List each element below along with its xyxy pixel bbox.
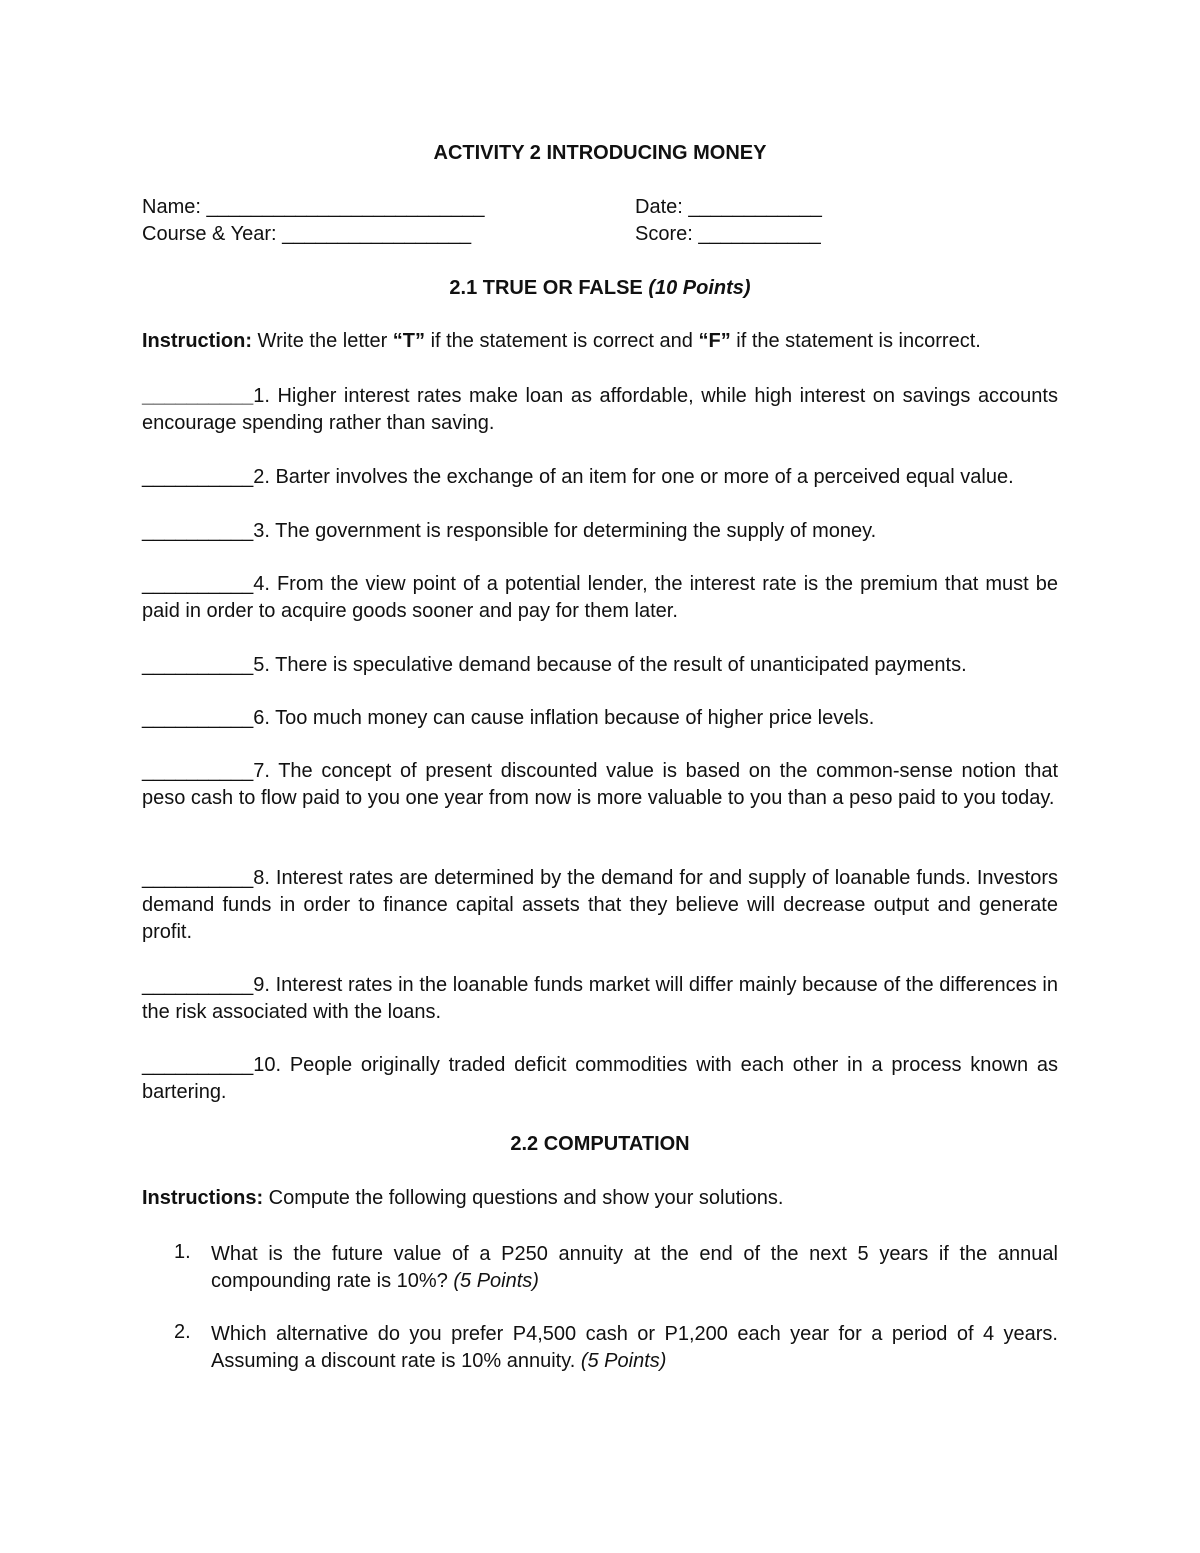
section-2-instruction (142, 1187, 783, 1210)
instructions-label: Instructions: (142, 1187, 264, 1209)
tf-item-5 (142, 652, 1058, 679)
computation-question-1 (211, 1241, 1058, 1295)
question-text: Which alternative do you prefer P4,500 cash or P1,200 each year for a period of 4 years. Assuming a discount rate is 10% annuity. (211, 1323, 1058, 1372)
tf-item-7 (142, 758, 1058, 812)
tf-item-1 (142, 383, 1058, 437)
instructions-text: Compute the following questions and show your solutions. (263, 1187, 784, 1209)
instruction-text: Write the letter (252, 330, 393, 352)
tf-statement: 8. Interest rates are determined by the demand for and supply of loanable funds. Investors demand funds in order to finance capital assets that they believe will decrease output and generate profit. (142, 867, 1058, 943)
computation-question-2 (211, 1321, 1058, 1375)
tf-item-2 (142, 464, 1058, 491)
tf-item-10 (142, 1052, 1058, 1106)
section-1-instruction (142, 330, 981, 353)
tf-statement: 6. Too much money can cause inflation because of higher price levels. (253, 707, 875, 729)
tf-item-6 (142, 705, 1058, 732)
question-text: What is the future value of a P250 annuity at the end of the next 5 years if the annual compounding rate is 10%? (211, 1243, 1058, 1292)
course-year-field: Course & Year: _________________ (142, 223, 472, 245)
answer-blank[interactable]: __________ (142, 707, 254, 729)
question-number: 1. (174, 1241, 191, 1263)
letter-f: “F” (698, 330, 731, 352)
answer-blank[interactable]: __________ (142, 520, 254, 542)
tf-item-4 (142, 571, 1058, 625)
tf-statement: 4. From the view point of a potential lender, the interest rate is the premium that must be paid in order to acquire goods sooner and pay for them later. (142, 573, 1058, 622)
instruction-text: if the statement is correct and (425, 330, 699, 352)
answer-blank[interactable]: __________ (142, 1054, 254, 1076)
answer-blank[interactable]: __________ (142, 466, 254, 488)
answer-blank[interactable]: __________ (142, 974, 254, 996)
tf-statement: 3. The government is responsible for determining the supply of money. (253, 520, 877, 542)
answer-blank[interactable]: __________ (142, 760, 254, 782)
section-1-title: 2.1 TRUE OR FALSE (449, 277, 649, 299)
tf-statement: 5. There is speculative demand because of the result of unanticipated payments. (253, 654, 967, 676)
answer-blank[interactable]: __________ (142, 385, 254, 407)
instruction-text: if the statement is incorrect. (730, 330, 981, 352)
tf-item-8 (142, 865, 1058, 946)
name-field: Name: _________________________ (142, 196, 485, 218)
page-title: ACTIVITY 2 INTRODUCING MONEY (433, 142, 767, 164)
instruction-label: Instruction: (142, 330, 252, 352)
answer-blank[interactable]: __________ (142, 654, 254, 676)
letter-t: “T” (392, 330, 426, 352)
tf-item-3 (142, 518, 1058, 545)
answer-blank[interactable]: __________ (142, 867, 254, 889)
date-field: Date: ____________ (635, 196, 822, 218)
tf-statement: 1. Higher interest rates make loan as affordable, while high interest on savings accounts encourage spending rather than saving. (142, 385, 1058, 434)
section-1-points: (10 Points) (648, 277, 751, 299)
question-points: (5 Points) (453, 1270, 539, 1292)
question-number: 2. (174, 1321, 191, 1343)
score-field: Score: ___________ (635, 223, 821, 245)
answer-blank[interactable]: __________ (142, 573, 254, 595)
tf-statement: 9. Interest rates in the loanable funds market will differ mainly because of the differences in the risk associated with the loans. (142, 974, 1058, 1023)
question-points: (5 Points) (580, 1350, 667, 1372)
section-2-heading: 2.2 COMPUTATION (510, 1133, 690, 1155)
tf-statement: 2. Barter involves the exchange of an item for one or more of a perceived equal value. (253, 466, 1014, 488)
tf-item-9 (142, 972, 1058, 1026)
tf-statement: 7. The concept of present discounted value is based on the common-sense notion that peso cash to flow paid to you one year from now is more valuable to you than a peso paid to you today. (142, 760, 1058, 809)
section-1-heading (0, 277, 1200, 300)
tf-statement: 10. People originally traded deficit commodities with each other in a process known as bartering. (142, 1054, 1058, 1103)
